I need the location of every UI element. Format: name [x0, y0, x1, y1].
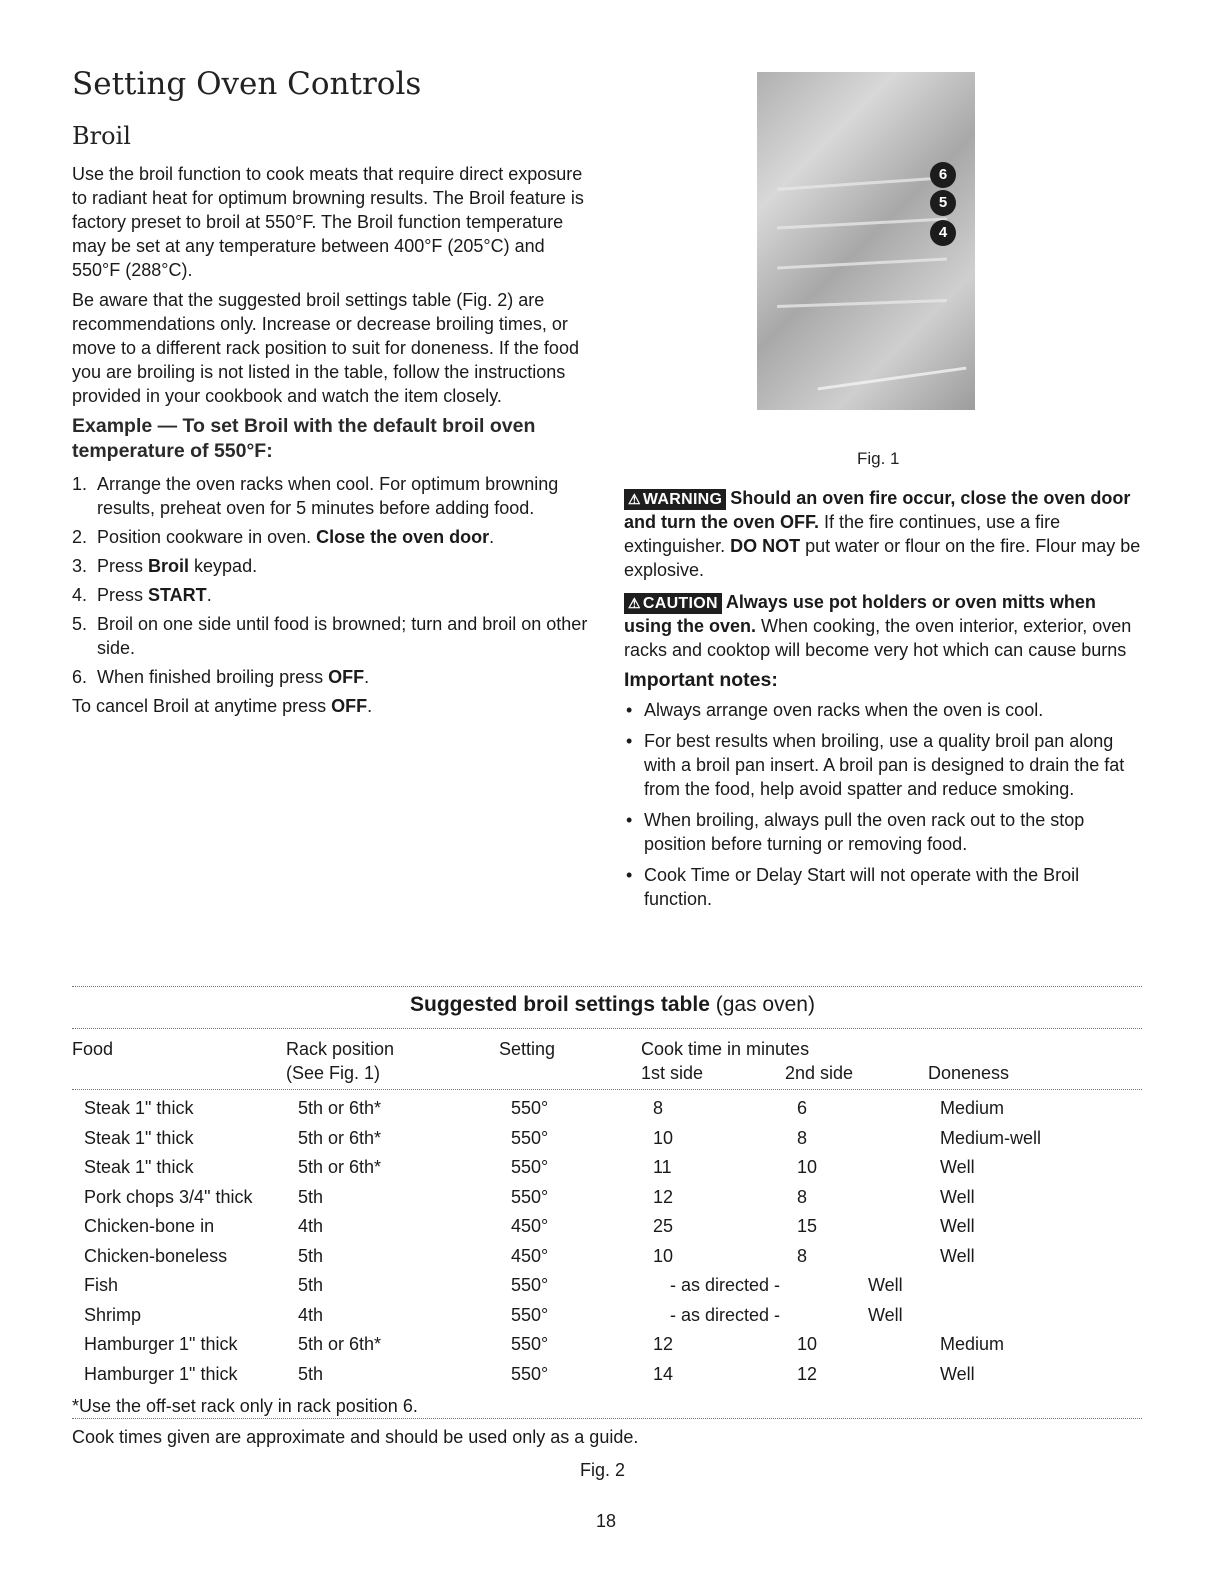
cell-food: Steak 1" thick: [84, 1098, 194, 1118]
cell-setting: 550°: [511, 1334, 549, 1354]
step-item: [72, 554, 592, 578]
step-text: .: [206, 585, 212, 605]
header-food: Food: [72, 1039, 114, 1059]
note-text: Always arrange oven racks when the oven is cool.: [644, 700, 1044, 720]
cancel-bold: OFF: [331, 696, 368, 716]
cell-doneness: Well: [868, 1304, 903, 1325]
cell-first-side: 8: [653, 1098, 664, 1118]
cell-rack: 4th: [298, 1304, 324, 1325]
cell-setting: 550°: [511, 1275, 549, 1295]
cell-first-side: 12: [653, 1334, 674, 1354]
step-bold: Broil: [148, 556, 190, 576]
step-text: Press: [97, 585, 149, 605]
cell-doneness: Well: [940, 1216, 975, 1236]
cell-first-side: 11: [653, 1157, 672, 1177]
warning-text: put water or flour on the fire. Flour may be explosive.: [624, 536, 1141, 580]
cell-food: Shrimp: [84, 1304, 142, 1325]
example-heading: Example — To set Broil with the default broil oven temperature of 550°F:: [72, 415, 536, 462]
cell-first-side: 14: [653, 1363, 674, 1384]
table-rule: [72, 1089, 1142, 1090]
cell-second-side: 15: [797, 1216, 818, 1236]
cell-second-side: 10: [797, 1157, 818, 1177]
page-title: Setting Oven Controls: [72, 66, 422, 102]
step-text: .: [489, 527, 495, 547]
step-item: [72, 612, 592, 660]
section-heading: Broil: [72, 122, 131, 150]
cell-first-side: 12: [653, 1186, 674, 1207]
cell-rack: 5th: [298, 1245, 324, 1266]
cell-second-side: 12: [797, 1363, 818, 1384]
warning-bold: DO NOT: [730, 536, 801, 556]
step-text: When finished broiling press: [97, 667, 329, 687]
step-number: 5.: [72, 614, 88, 634]
cell-food: Steak 1" thick: [84, 1157, 194, 1177]
step-text: Broil on one side until food is browned; turn and broil on other side.: [97, 614, 588, 658]
cell-food: Hamburger 1" thick: [84, 1334, 238, 1354]
step-item: [72, 472, 592, 520]
cell-second-side: 8: [797, 1127, 808, 1148]
guide-note: Cook times given are approximate and should be used only as a guide.: [72, 1427, 639, 1447]
warning-block: [624, 486, 1144, 582]
intro-paragraph: Use the broil function to cook meats that require direct exposure to radiant heat for optimum browning results. The Broil feature is factory preset to broil at 550°F. The Broil function temperature may be set at any temperature between 400°F (205°C) and 550°F (288°C).: [72, 164, 584, 280]
cell-rack: 5th: [298, 1275, 324, 1295]
cell-doneness: Medium: [940, 1334, 1005, 1354]
notes-list: [624, 698, 1144, 911]
left-column: [72, 162, 592, 718]
cell-doneness: Well: [868, 1275, 903, 1295]
caution-icon: ⚠: [628, 595, 641, 611]
step-bold: Close the oven door: [316, 527, 490, 547]
table-title: [0, 993, 1225, 1017]
right-column: [624, 486, 1144, 918]
bullet: •: [626, 810, 633, 830]
cell-cook-time-span: - as directed -: [670, 1304, 781, 1325]
warning-label: WARNING: [642, 491, 723, 508]
header-rack-sub: (See Fig. 1): [286, 1063, 381, 1083]
cell-second-side: 6: [797, 1098, 808, 1118]
note-text: Cook Time or Delay Start will not operate with the Broil function.: [644, 865, 1080, 909]
header-doneness: Doneness: [928, 1063, 1010, 1083]
bullet: •: [626, 700, 633, 720]
warning-text: If the fire continues, use a fire extinguisher.: [624, 512, 1061, 556]
cell-setting: 550°: [511, 1098, 549, 1118]
step-item: [72, 665, 592, 689]
step-bold: OFF: [328, 667, 365, 687]
cell-setting: 450°: [511, 1216, 549, 1236]
cell-food: Steak 1" thick: [84, 1127, 194, 1148]
note-item: [624, 863, 1144, 911]
figure-caption: Fig. 2: [580, 1460, 626, 1480]
cell-rack: 5th or 6th*: [298, 1127, 382, 1148]
cell-doneness: Medium: [940, 1098, 1005, 1118]
rack-line: [818, 367, 967, 391]
cell-doneness: Well: [940, 1245, 975, 1266]
step-bold: START: [148, 585, 207, 605]
note-item: [624, 729, 1144, 801]
cell-food: Chicken-bone in: [84, 1216, 215, 1236]
step-text: Press: [97, 556, 149, 576]
table-footnote: *Use the off-set rack only in rack position 6.: [72, 1396, 418, 1416]
steps-list: [72, 472, 592, 689]
step-text: keypad.: [189, 556, 258, 576]
rack-line: [777, 176, 947, 191]
rack-line: [777, 218, 947, 230]
warning-bold: Should an oven fire occur, close the oven door and turn the oven OFF.: [624, 488, 1131, 532]
header-first-side: 1st side: [641, 1063, 704, 1083]
step-number: 4.: [72, 585, 88, 605]
caution-label: CAUTION: [642, 595, 718, 612]
step-number: 1.: [72, 474, 88, 494]
step-text: Position cookware in oven.: [97, 527, 317, 547]
table-rule: [72, 986, 1142, 987]
cell-rack: 5th or 6th*: [298, 1098, 382, 1118]
cell-setting: 550°: [511, 1363, 549, 1384]
cell-food: Fish: [84, 1275, 119, 1295]
cell-second-side: 8: [797, 1186, 808, 1207]
cell-setting: 550°: [511, 1186, 549, 1207]
header-rack: Rack position: [286, 1039, 395, 1059]
cancel-text: To cancel Broil at anytime press: [72, 696, 332, 716]
cancel-instruction: [72, 694, 592, 718]
oven-rack-photo: [757, 72, 975, 410]
cell-first-side: 25: [653, 1216, 674, 1236]
step-number: 2.: [72, 527, 88, 547]
step-item: [72, 525, 592, 549]
step-number: 3.: [72, 556, 88, 576]
cell-doneness: Medium-well: [940, 1127, 1042, 1148]
cell-setting: 550°: [511, 1304, 549, 1325]
cell-rack: 5th: [298, 1363, 324, 1384]
cell-rack: 5th: [298, 1186, 324, 1207]
cell-rack: 5th or 6th*: [298, 1157, 382, 1177]
step-text: .: [364, 667, 370, 687]
bullet: •: [626, 731, 633, 751]
header-cook-time: Cook time in minutes: [641, 1039, 810, 1059]
cell-second-side: 10: [797, 1334, 818, 1354]
cell-first-side: 10: [653, 1245, 674, 1266]
page-number: 18: [596, 1511, 617, 1531]
table-rule: [72, 1028, 1142, 1029]
rack-number-badge: 6: [930, 162, 956, 188]
cell-rack: 4th: [298, 1216, 324, 1236]
notes-heading: Important notes:: [624, 669, 778, 691]
cell-rack: 5th or 6th*: [298, 1334, 382, 1354]
caution-bold: Always use pot holders or oven mitts when using the oven.: [624, 592, 1096, 636]
warning-icon: ⚠: [628, 491, 641, 507]
figure-caption: Fig. 1: [857, 449, 900, 468]
cell-setting: 550°: [511, 1157, 549, 1177]
table-title-rest: (gas oven): [709, 993, 815, 1016]
cell-food: Pork chops 3/4" thick: [84, 1186, 253, 1207]
note-text: For best results when broiling, use a quality broil pan along with a broil pan insert. A broil pan is designed to drain the fat from the food, help avoid spatter and reduce smoking.: [644, 731, 1125, 799]
bullet: •: [626, 865, 633, 885]
cell-setting: 450°: [511, 1245, 549, 1266]
note-text: When broiling, always pull the oven rack out to the stop position before turning or removing food.: [644, 810, 1085, 854]
rack-number-badge: 5: [930, 190, 956, 216]
cancel-text: .: [367, 696, 373, 716]
cell-food: Hamburger 1" thick: [84, 1363, 238, 1384]
note-item: [624, 698, 1144, 722]
cell-first-side: 10: [653, 1127, 674, 1148]
step-text: Arrange the oven racks when cool. For optimum browning results, preheat oven for 5 minutes before adding food.: [97, 474, 559, 518]
cell-doneness: Well: [940, 1363, 975, 1384]
step-item: [72, 583, 592, 607]
cell-doneness: Well: [940, 1186, 975, 1207]
table-title-bold: Suggested broil settings table: [410, 993, 710, 1016]
warning-badge: [624, 489, 726, 510]
cell-setting: 550°: [511, 1127, 549, 1148]
header-setting: Setting: [499, 1039, 556, 1059]
rack-line: [777, 299, 947, 308]
rack-number-badge: 4: [930, 220, 956, 246]
rack-line: [777, 258, 947, 270]
intro-paragraph: Be aware that the suggested broil settings table (Fig. 2) are recommendations only. Increase or decrease broiling times, or move to a different rack position to suit for doneness. If the food you are broiling is not listed in the table, follow the instructions provided in your cookbook and watch the item closely.: [72, 290, 579, 406]
cell-doneness: Well: [940, 1157, 975, 1177]
caution-text: When cooking, the oven interior, exterior, oven racks and cooktop will become very hot which can cause burns: [624, 616, 1132, 660]
cell-cook-time-span: - as directed -: [670, 1275, 781, 1295]
step-number: 6.: [72, 667, 88, 687]
cell-food: Chicken-boneless: [84, 1245, 228, 1266]
header-second-side: 2nd side: [785, 1063, 854, 1083]
table-rule: [72, 1418, 1142, 1419]
cell-second-side: 8: [797, 1245, 808, 1266]
caution-badge: [624, 593, 722, 614]
note-item: [624, 808, 1144, 856]
caution-block: [624, 590, 1144, 662]
